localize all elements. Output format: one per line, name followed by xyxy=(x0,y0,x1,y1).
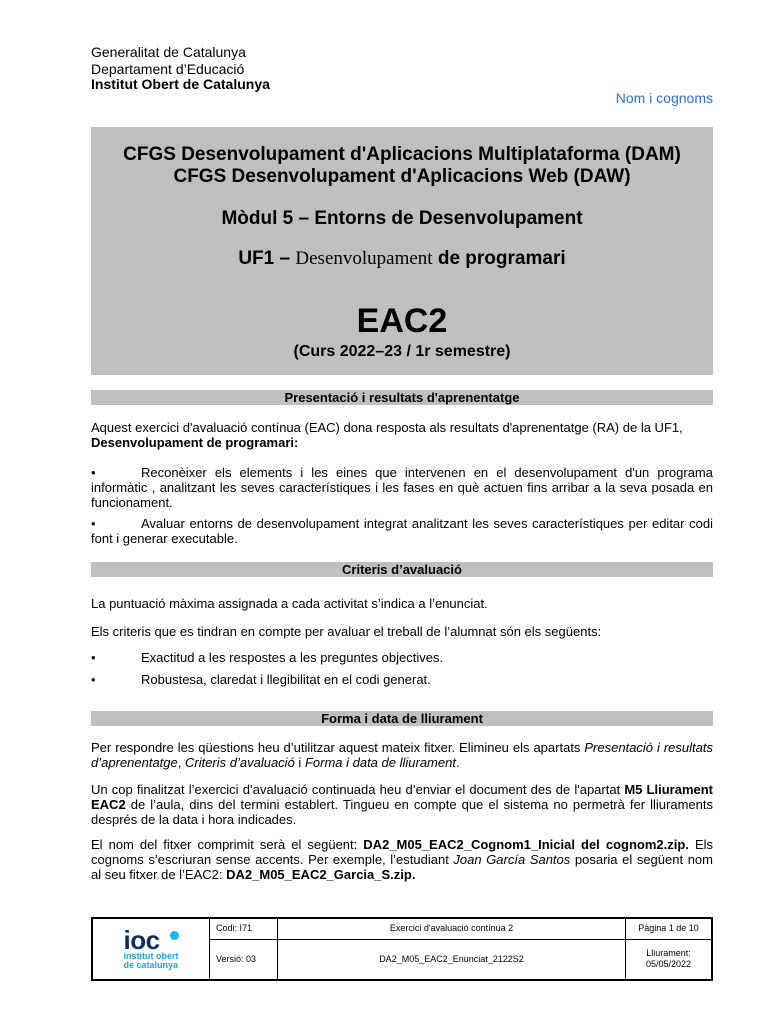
cycle-title-dam: CFGS Desenvolupament d'Aplicacions Multiplataforma (DAM) xyxy=(123,144,681,165)
module-title: Mòdul 5 – Entorns de Desenvolupament xyxy=(221,208,583,229)
lliurament-para-2: Un cop finalitzat l’exercici d’avaluació continuada heu d’enviar el document des de l'apartat M5 Lliurament EAC2 de l’aula, dins del termini establert. Tingueu en compte que el sistema no permetrà fer lliuraments després de la data i hora indicades. xyxy=(91,782,714,827)
uf-title: UF1 – Desenvolupament de programari xyxy=(238,248,566,269)
institution-line-3: Institut Obert de Catalunya xyxy=(91,76,270,92)
course-subtitle: (Curs 2022–23 / 1r semestre) xyxy=(293,343,511,360)
lliurament-para-1: Per respondre les qüestions heu d’utilitzar aquest mateix fitxer. Elimineu els apartats Presentació i resultats d’aprenentatge, Criteris d’avaluació i Forma i data de lliurament. xyxy=(91,740,713,770)
assignment-title: EAC2 xyxy=(356,302,448,340)
cycle-title-daw: CFGS Desenvolupament d'Aplicacions Web (DAW) xyxy=(173,166,631,187)
section-heading-presentacio: Presentació i resultats d'aprenentatge xyxy=(91,390,713,405)
institution-line-1: Generalitat de Catalunya xyxy=(91,44,246,60)
institution-line-2: Departament d’Educació xyxy=(91,61,245,77)
section-heading-criteris: Criteris d’avaluació xyxy=(91,562,713,577)
footer-code: Codi: I71 xyxy=(210,919,278,940)
lliurament-para-3: El nom del fitxer comprimit serà el següent: DA2_M05_EAC2_Cognom1_Inicial del cognom2.zip. Els cognoms s’escriuran sense accents. Per exemple, l’estudiant Joan García Santos posaria el següent nom al seu fitxer de l’EAC2: DA2_M05_EAC2_Garcia_S.zip. xyxy=(91,837,714,882)
list-item: • Reconèixer els elements i les eines que intervenen en el desenvolupament d'un programa informàtic , analitzant les seves característiques i les fases en què actuen fins arribar a la seva posada en funcionament. xyxy=(91,465,713,510)
section-heading-lliurament: Forma i data de lliurament xyxy=(91,711,713,726)
presentacio-intro: Aquest exercici d'avaluació contínua (EAC) dona resposta als resultats d'aprenentatge (RA) de la UF1, Desenvolupament de programari: xyxy=(91,420,683,450)
list-item: • Exactitud a les respostes a les preguntes objectives. xyxy=(91,650,444,665)
title-block xyxy=(91,127,713,375)
document-footer xyxy=(91,917,713,981)
footer-doc-title: Exercici d'avaluació contínua 2 xyxy=(278,919,626,940)
footer-version: Versió: 03 xyxy=(210,939,278,979)
student-name-field[interactable]: Nom i cognoms xyxy=(615,90,713,106)
list-item: • Avaluar entorns de desenvolupament integrat analitzant les seves característiques per editar codi font i generar executable. xyxy=(91,516,713,546)
list-item: • Robustesa, claredat i llegibilitat en el codi generat. xyxy=(91,672,431,687)
logo-dot-icon xyxy=(170,931,179,940)
criteris-para-1: La puntuació màxima assignada a cada activitat s’indica a l’enunciat. xyxy=(91,596,488,611)
footer-delivery: Lliurament: 05/05/2022 xyxy=(626,939,712,979)
criteris-para-2: Els criteris que es tindran en compte per avaluar el treball de l’alumnat són els següents: xyxy=(91,624,602,639)
footer-page-number: Pàgina 1 de 10 xyxy=(626,919,712,940)
ioc-logo: ioc institut obert de catalunya xyxy=(93,919,210,980)
footer-doc-file: DA2_M05_EAC2_Enunciat_2122S2 xyxy=(278,939,626,979)
